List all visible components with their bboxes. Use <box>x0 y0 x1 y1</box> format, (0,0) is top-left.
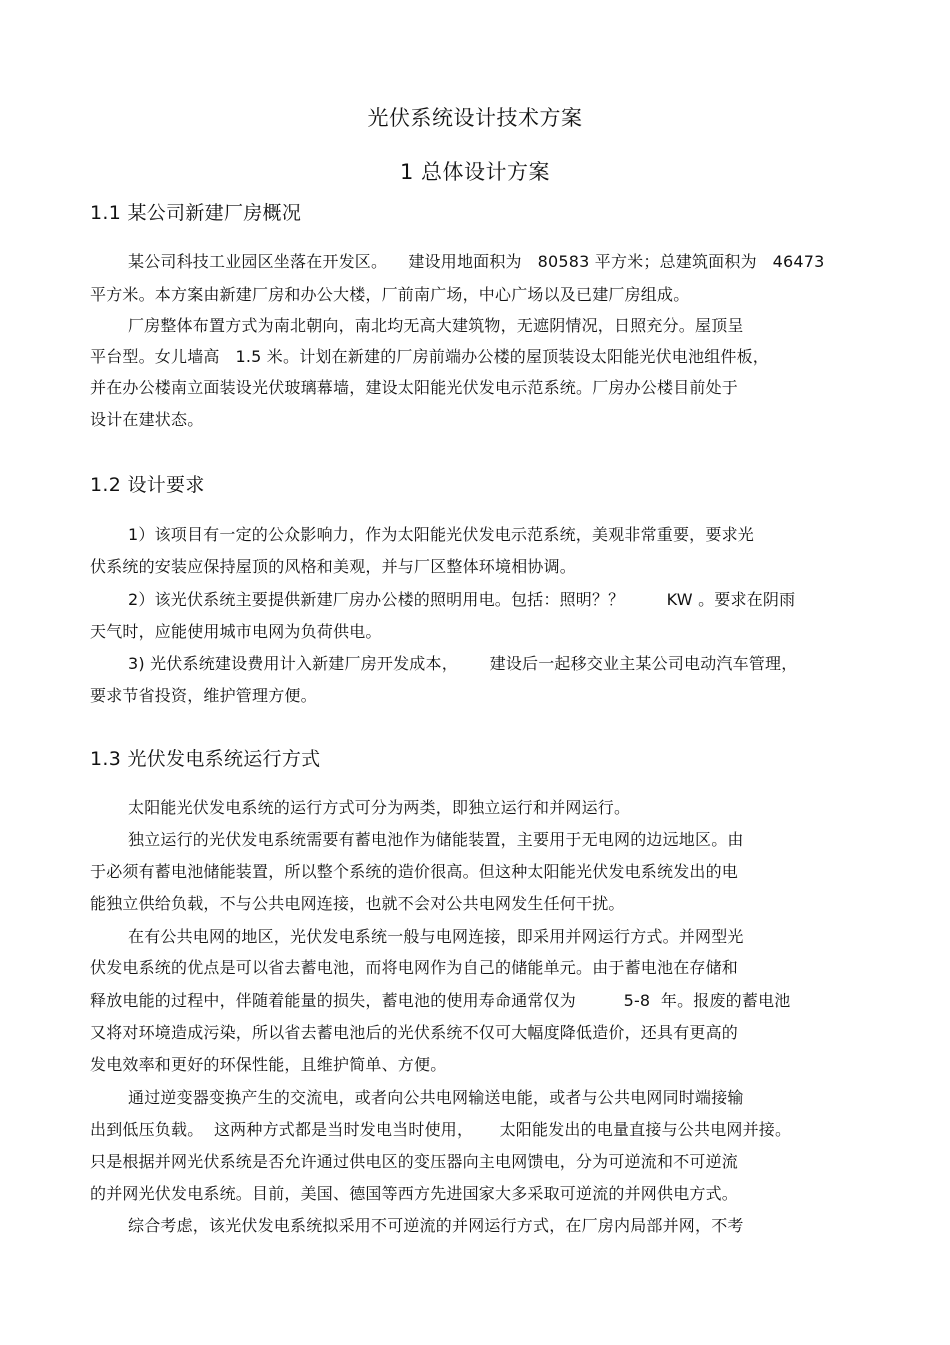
paragraph-line: 2）该光伏系统主要提供新建厂房办公楼的照明用电。包括：照明？？ KW 。要求在阴雨 <box>128 590 796 609</box>
paragraph-line: 的并网光伏发电系统。目前，美国、德国等西方先进国家大多采取可逆流的并网供电方式。 <box>90 1184 739 1203</box>
paragraph-line: 出到低压负载。 这两种方式都是当时发电当时使用， 太阳能发出的电量直接与公共电网并接。 <box>90 1120 792 1139</box>
paragraph-line: 太阳能光伏发电系统的运行方式可分为两类，即独立运行和并网运行。 <box>128 798 631 817</box>
paragraph-line: 某公司科技工业园区坐落在开发区。 建设用地面积为 80583 平方米；总建筑面积为 46473 <box>128 252 825 271</box>
paragraph-line: 并在办公楼南立面装设光伏玻璃幕墙，建设太阳能光伏发电示范系统。厂房办公楼目前处于 <box>90 378 739 397</box>
paragraph-line: 在有公共电网的地区，光伏发电系统一般与电网连接，即采用并网运行方式。并网型光 <box>128 927 744 946</box>
paragraph-line: 伏系统的安装应保持屋顶的风格和美观，并与厂区整体环境相协调。 <box>90 557 577 576</box>
paragraph-line: 独立运行的光伏发电系统需要有蓄电池作为储能装置，主要用于无电网的边远地区。由 <box>128 830 744 849</box>
paragraph-line: 3) 光伏系统建设费用计入新建厂房开发成本， 建设后一起移交业主某公司电动汽车管理， <box>128 654 798 673</box>
paragraph-line: 于必须有蓄电池储能装置，所以整个系统的造价很高。但这种太阳能光伏发电系统发出的电 <box>90 862 739 881</box>
paragraph-line: 通过逆变器变换产生的交流电，或者向公共电网输送电能，或者与公共电网同时端接输 <box>128 1088 744 1107</box>
section-heading-1-1: 1.1 某公司新建厂房概况 <box>90 202 302 224</box>
paragraph-line: 要求节省投资，维护管理方便。 <box>90 686 317 705</box>
chapter-title: 1 总体设计方案 <box>399 160 551 184</box>
paragraph-line: 只是根据并网光伏系统是否允许通过供电区的变压器向主电网馈电，分为可逆流和不可逆流 <box>90 1152 739 1171</box>
section-heading-1-2: 1.2 设计要求 <box>90 474 205 496</box>
paragraph-line: 天气时，应能使用城市电网为负荷供电。 <box>90 622 382 641</box>
paragraph-line: 综合考虑，该光伏发电系统拟采用不可逆流的并网运行方式，在厂房内局部并网，不考 <box>128 1216 744 1235</box>
paragraph-line: 能独立供给负载，不与公共电网连接，也就不会对公共电网发生任何干扰。 <box>90 894 625 913</box>
paragraph-line: 平台型。女儿墙高 1.5 米。计划在新建的厂房前端办公楼的屋顶装设太阳能光伏电池组件板， <box>90 347 769 366</box>
section-heading-1-3: 1.3 光伏发电系统运行方式 <box>90 748 321 770</box>
paragraph-line: 伏发电系统的优点是可以省去蓄电池，而将电网作为自己的储能单元。由于蓄电池在存储和 <box>90 958 739 977</box>
paragraph-line: 设计在建状态。 <box>90 410 204 429</box>
paragraph-line: 平方米。本方案由新建厂房和办公大楼，厂前南广场，中心广场以及已建厂房组成。 <box>90 285 690 304</box>
document-title: 光伏系统设计技术方案 <box>367 106 583 130</box>
paragraph-line: 发电效率和更好的环保性能，且维护简单、方便。 <box>90 1055 447 1074</box>
paragraph-line: 又将对环境造成污染，所以省去蓄电池后的光伏系统不仅可大幅度降低造价，还具有更高的 <box>90 1023 739 1042</box>
paragraph-line: 1）该项目有一定的公众影响力，作为太阳能光伏发电示范系统，美观非常重要，要求光 <box>128 525 754 544</box>
paragraph-line: 厂房整体布置方式为南北朝向，南北均无高大建筑物，无遮阴情况，日照充分。屋顶呈 <box>128 316 744 335</box>
paragraph-line: 释放电能的过程中，伴随着能量的损失，蓄电池的使用寿命通常仅为 5-8 年。报废的蓄电池 <box>90 991 791 1010</box>
